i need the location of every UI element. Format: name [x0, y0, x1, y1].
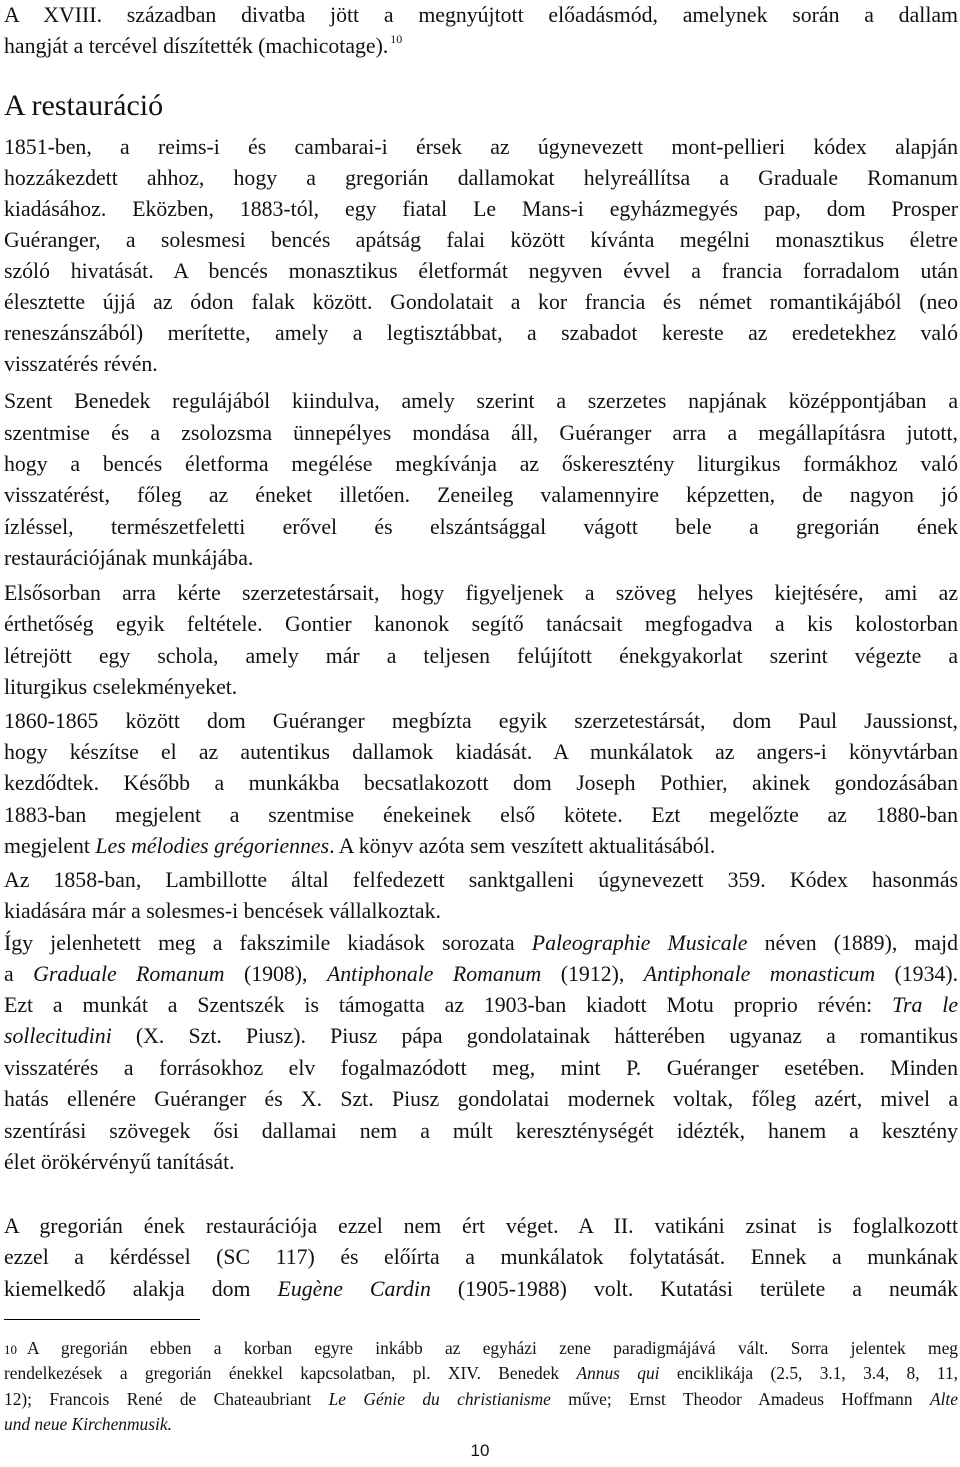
intro-line-2: [4, 31, 958, 65]
text-run: (1912),: [560, 962, 625, 986]
paragraph-line: visszatérés révén.: [4, 352, 158, 376]
book-title: Antiphonale monasticum: [643, 962, 876, 986]
paragraph-line: kiadásához. Eközben, 1883-tól, egy fiatal Le Mans-i egyházmegyés pap, dom Prosper: [4, 197, 958, 221]
document-title: Annus qui: [576, 1363, 660, 1383]
book-title: Graduale Romanum: [33, 962, 225, 986]
paragraph-line: érthetőség egyik feltétele. Gontier kanonok segítő tanácsait megfogadva a kis kolostorban: [4, 612, 958, 636]
person-name: Eugène Cardin: [277, 1277, 431, 1301]
paragraph-line: kezdődtek. Később a munkákba becsatlakozott dom Joseph Pothier, akinek gondozásában: [4, 771, 958, 795]
paragraph-line: szentírási szövegek ősi dallamai nem a múlt kereszténységét idézték, hanem a kesztény: [4, 1119, 958, 1143]
intro-line-1: [4, 0, 958, 31]
paragraph-line: [4, 831, 958, 862]
paragraph-line: restaurációjának munkájába.: [4, 546, 254, 570]
paragraph-line: reneszánszából) merítette, amely a legtisztábbat, a szabadot kereste az eredetekhez való: [4, 321, 958, 345]
footnote-separator: [4, 1319, 200, 1320]
paragraph-line: Elsősorban arra kérte szerzetestársait, hogy figyeljenek a szöveg helyes kiejtésére, ami az: [4, 581, 958, 605]
section-heading: A restauráció: [4, 89, 164, 122]
footnote-line: [4, 1386, 958, 1412]
book-title: Le Génie du christianisme: [328, 1389, 551, 1409]
text-run: . A könyv azóta sem veszített aktualitásából.: [329, 834, 716, 858]
paragraph-line: ízléssel, természetfeletti erővel és elszántsággal vágott bele a gregorián ének: [4, 515, 958, 539]
intro-text: A XVIII. században divatba jött a megnyújtott előadásmód, amelynek során a dallam: [4, 3, 958, 27]
text-run: (1905-1988) volt. Kutatási területe a neumák: [457, 1277, 959, 1301]
paragraph-line: élet örökérvényű tanítását.: [4, 1150, 235, 1174]
text-run: kiemelkedő alakja dom: [4, 1277, 251, 1301]
book-title: Alte: [929, 1389, 958, 1409]
paragraph-line: Guéranger, a solesmesi bencés apátság falai között kívánta megélni monasztikus életre: [4, 228, 958, 252]
paragraph-line: 1883-ban megjelent a szentmise énekeinek első kötete. Ezt megelőzte az 1880-ban: [4, 803, 958, 827]
paragraph-line: [4, 928, 958, 959]
paragraph-line: [4, 1021, 958, 1052]
text-run: Ezt a munkát a Szentszék is támogatta az 1903-ban kiadott Motu proprio révén:: [4, 993, 873, 1017]
text-run: néven (1889), majd: [764, 931, 958, 955]
paragraph-line: hatás ellenére Guéranger és X. Szt. Piusz gondolatai modernek voltak, főleg azért, mivel a: [4, 1087, 958, 1111]
paragraph-line: ezzel a kérdéssel (SC 117) és előírta a munkálatok folytatását. Ennek a munkának: [4, 1245, 958, 1269]
paragraph-line: 1860-1865 között dom Guéranger megbízta egyik szerzetestársát, dom Paul Jaussionst,: [4, 709, 958, 733]
paragraph-line: kiadására már a solesmes-i bencések vállalkoztak.: [4, 899, 441, 923]
footnote-text: enciklikája (2.5, 3.1, 3.4, 8, 11,: [676, 1363, 959, 1383]
paragraph-line: visszatérést, főleg az éneket illetően. Zeneileg valamennyire képzetten, de nagyon jó: [4, 483, 958, 507]
footnote-text: műve; Ernst Theodor Amadeus Hoffmann: [568, 1389, 913, 1409]
paragraph-line: hozzákezdett ahhoz, hogy a gregorián dallamokat helyreállítsa a Graduale Romanum: [4, 166, 958, 190]
paragraph-line: liturgikus cselekményeket.: [4, 675, 238, 699]
footnote-text: A gregorián ebben a korban egyre inkább az egyházi zene paradigmájává vált. Sorra jelentek meg: [27, 1338, 958, 1358]
book-title: und neue Kirchenmusik.: [4, 1414, 172, 1434]
paragraph-line: Az 1858-ban, Lambillotte által felfedezett sanktgalleni úgynevezett 359. Kódex hasonmás: [4, 868, 958, 892]
footnote-number: 10: [4, 1342, 17, 1357]
text-run: (1908),: [243, 962, 308, 986]
paragraph-line: hogy készítse el az autentikus dallamok kiadását. A munkálatok az angers-i könyvtárban: [4, 740, 958, 764]
footnote-text: 12); Francois René de Chateaubriant: [4, 1389, 312, 1409]
text-run: megjelent: [4, 834, 90, 858]
book-title: Les mélodies grégoriennes: [95, 834, 330, 858]
footnote-line: [4, 1335, 958, 1363]
paragraph-line: A gregorián ének restaurációja ezzel nem ért véget. A II. vatikáni zsinat is foglalkozott: [4, 1214, 958, 1238]
paragraph-line: Szent Benedek regulájából kiindulva, amely szerint a szerzetes napjának középpontjában a: [4, 389, 958, 413]
book-title: Paleographie Musicale: [531, 931, 748, 955]
paragraph-line: hogy a bencés életforma megélése megkívánja az őskeresztény liturgikus formákhoz való: [4, 452, 958, 476]
footnote-line: [4, 1360, 958, 1386]
page-number: 10: [470, 1441, 490, 1460]
text-run: (X. Szt. Piusz). Piusz pápa gondolatainak hátterében ugyanaz a romantikus: [135, 1024, 958, 1048]
paragraph-line: szentmise és a zsolozsma ünnepélyes mondása áll, Guéranger arra a megállapításra jutott,: [4, 421, 958, 445]
paragraph-line: élesztette újjá az ódon falak között. Gondolatait a kor francia és német romantikájából (neo: [4, 290, 958, 314]
footnote-text: rendelkezések a gregorián énekkel kapcsolatban, pl. XIV. Benedek: [4, 1363, 560, 1383]
paragraph-line: [4, 959, 958, 990]
document-title: Tra le: [892, 993, 959, 1017]
footnote-line: [4, 1411, 958, 1437]
paragraph-line: szóló hivatását. A bencés monasztikus életformát negyven évvel a francia forradalom után: [4, 259, 958, 283]
intro-text: hangját a tercével díszítették (machicotage).: [4, 34, 389, 58]
paragraph-line: létrejött egy schola, amely már a teljesen felújított énekgyakorlat szerint végezte a: [4, 644, 958, 668]
footnote-reference[interactable]: 10: [390, 32, 403, 46]
document-title: sollecitudini: [4, 1024, 112, 1048]
paragraph-line: [4, 990, 958, 1021]
paragraph-line: [4, 1274, 958, 1305]
book-title: Antiphonale Romanum: [326, 962, 542, 986]
paragraph-line: visszatérés a forrásokhoz elv fogalmazódott meg, mint P. Guéranger esetében. Minden: [4, 1056, 958, 1080]
text-run: (1934).: [894, 962, 959, 986]
text-run: Így jelenhetett meg a fakszimile kiadások sorozata: [4, 931, 515, 955]
paragraph-line: 1851-ben, a reims-i és cambarai-i érsek az úgynevezett mont-pellieri kódex alapján: [4, 135, 958, 159]
text-run: a: [4, 962, 14, 986]
